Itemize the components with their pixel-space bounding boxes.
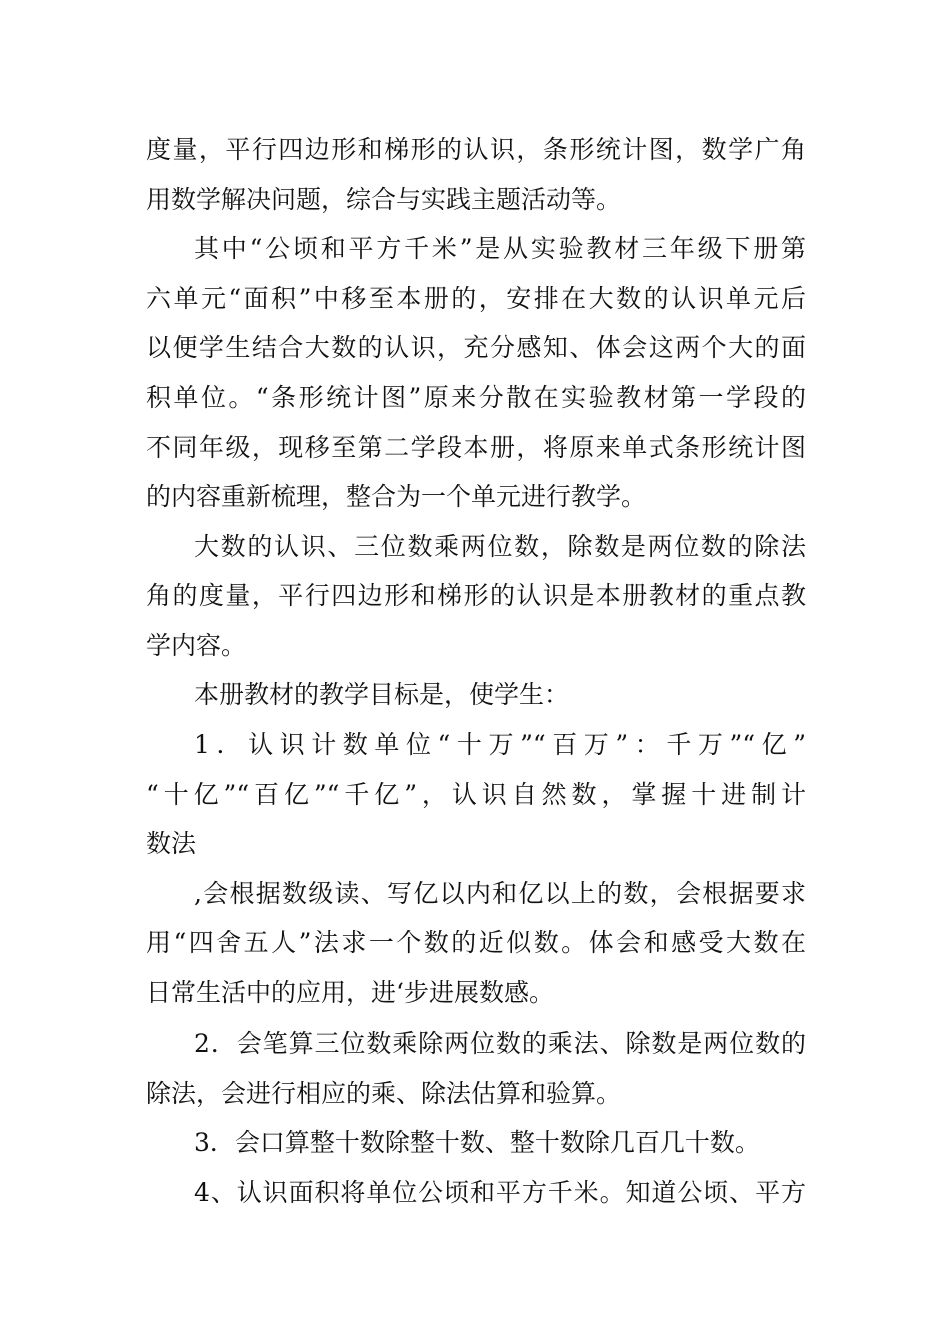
text-line-15: 数法 [146, 829, 197, 858]
text-line-9: 大数的认识、三位数乘两位数，除数是两位数的除法 [194, 532, 806, 561]
text-line-7: 不同年级，现移至第二学段本册，将原来单式条形统计图 [146, 433, 806, 462]
text-line-19: 2．会笔算三位数乘除两位数的乘法、除数是两位数的 [194, 1029, 806, 1058]
text-line-16: ,会根据数级读、写亿以内和亿以上的数，会根据要求 [194, 879, 806, 908]
text-line-2: 用数学解决问题，综合与实践主题活动等。 [146, 185, 622, 214]
text-line-6: 积单位。“条形统计图”原来分散在实验教材第一学段的 [146, 383, 806, 412]
text-line-11: 学内容。 [146, 631, 247, 660]
text-line-5: 以便学生结合大数的认识，充分感知、体会这两个大的面 [146, 333, 806, 362]
text-line-12: 本册教材的教学目标是，使学生： [194, 680, 570, 709]
text-line-1: 度量，平行四边形和梯形的认识，条形统计图，数学广角 [146, 135, 806, 164]
text-line-20: 除法，会进行相应的乘、除法估算和验算。 [146, 1079, 622, 1108]
text-line-13: 1．认识计数单位“十万”“百万”：千万”“亿” [194, 730, 806, 759]
text-line-18: 日常生活中的应用，进‘步进展数感。 [146, 978, 554, 1007]
text-line-10: 角的度量，平行四边形和梯形的认识是本册教材的重点教 [146, 581, 806, 610]
text-line-4: 六单元“面积”中移至本册的，安排在大数的认识单元后 [146, 284, 806, 313]
text-line-17: 用“四舍五人”法求一个数的近似数。体会和感受大数在 [146, 928, 806, 957]
text-line-14: “十亿”“百亿”“千亿”，认识自然数，掌握十进制计 [146, 780, 806, 809]
text-line-21: 3．会口算整十数除整十数、整十数除几百几十数。 [194, 1128, 760, 1157]
text-line-8: 的内容重新梳理，整合为一个单元进行教学。 [146, 482, 647, 511]
text-line-22: 4、认识面积将单位公顷和平方千米。知道公顷、平方 [194, 1178, 806, 1207]
text-line-3: 其中“公顷和平方千米”是从实验教材三年级下册第 [194, 234, 806, 263]
